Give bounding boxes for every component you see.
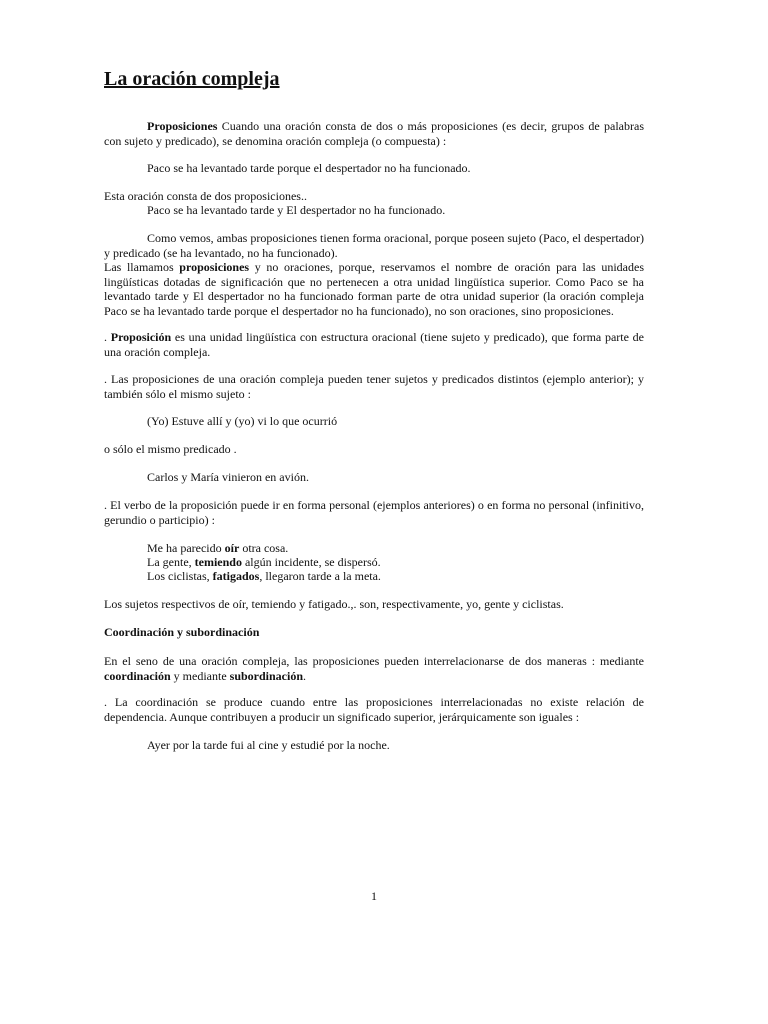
paragraph-seno-oracion xyxy=(104,654,644,683)
example-sentence-3: (Yo) Estuve allí y (yo) vi lo que ocurrió xyxy=(147,414,338,428)
section-heading-coordinacion: Coordinación y subordinación xyxy=(104,625,260,639)
paragraph-coordinacion: . La coordinación se produce cuando entre las proposiciones interrelacionadas no existe relación de dependencia. Aunque contribuyen a producir un significado superior, jerárquicamente son iguales : xyxy=(104,695,644,724)
term-proposicion: Proposición xyxy=(110,330,172,344)
example-sentence-2: Paco se ha levantado tarde y El despertador no ha funcionado. xyxy=(147,203,446,217)
paragraph-text: . xyxy=(303,668,307,683)
example-text: otra cosa. xyxy=(239,541,289,555)
paragraph-dos-proposiciones: Esta oración consta de dos proposiciones.. xyxy=(104,189,307,203)
paragraph-sujetos-predicados: . Las proposiciones de una oración compleja pueden tener sujetos y predicados distintos (ejemplo anterior); y también sólo el mismo sujeto : xyxy=(104,372,644,401)
example-text: Los ciclistas, xyxy=(147,569,213,583)
example-sentence-5 xyxy=(147,541,288,556)
example-sentence-8: Ayer por la tarde fui al cine y estudié por la noche. xyxy=(147,738,390,752)
term-temiendo: temiendo xyxy=(194,555,242,569)
paragraph-text: es una unidad lingüística con estructura oracional (tiene sujeto y predicado), que forma parte de una oración compleja. xyxy=(104,330,644,359)
example-text: La gente, xyxy=(147,555,195,569)
paragraph-text: y no oraciones, porque, reservamos el nombre de oración para las unidades lingüísticas dotadas de significación que no pertenecen a otra unidad lingüística superior. Como Paco se ha levantado tarde y El despertador no ha funcionado forman parte de otra unidad superior (la oración compleja Paco se ha levantado tarde porque el despertador no ha funcionado), no son oraciones, sino proposiciones. xyxy=(104,260,644,318)
paragraph-verbo: . El verbo de la proposición puede ir en forma personal (ejemplos anteriores) o en forma no personal (infinitivo, gerundio o participio) : xyxy=(104,498,644,527)
paragraph-text: . xyxy=(104,330,111,344)
term-proposiciones: Proposiciones xyxy=(147,119,218,133)
page-number: 1 xyxy=(371,889,377,903)
term-coordinacion: coordinación xyxy=(104,668,171,683)
paragraph-text: Cuando una oración consta de dos o más proposiciones (es decir, grupos de palabras con sujeto y predicado), se denomina oración compleja (o compuesta) : xyxy=(104,119,644,148)
paragraph-text: En el seno de una oración compleja, las proposiciones pueden interrelacionarse de dos maneras : mediante xyxy=(104,654,644,668)
paragraph-como-vemos: Como vemos, ambas proposiciones tienen forma oracional, porque poseen sujeto (Paco, el despertador) y predicado (se ha levantado, no ha funcionado). xyxy=(104,231,644,260)
example-text: algún incidente, se dispersó. xyxy=(241,555,381,569)
example-sentence-1: Paco se ha levantado tarde porque el despertador no ha funcionado. xyxy=(147,161,471,175)
term-proposiciones-bold: proposiciones xyxy=(179,260,250,274)
term-subordinacion: subordinación xyxy=(229,668,304,683)
paragraph-definicion-proposicion xyxy=(104,330,644,359)
example-sentence-7 xyxy=(147,569,381,584)
paragraph-text: Las llamamos xyxy=(104,260,180,274)
example-text: , llegaron tarde a la meta. xyxy=(259,569,381,583)
example-text: Me ha parecido xyxy=(147,541,225,555)
paragraph-proposiciones xyxy=(104,119,644,148)
term-oir: oír xyxy=(224,541,240,555)
paragraph-sujetos-respectivos: Los sujetos respectivos de oír, temiendo y fatigado.,. son, respectivamente, yo, gente y ciclistas. xyxy=(104,597,564,611)
paragraph-las-llamamos xyxy=(104,260,644,318)
example-sentence-4: Carlos y María vinieron en avión. xyxy=(147,470,309,484)
example-sentence-6 xyxy=(147,555,381,570)
term-fatigados: fatigados xyxy=(212,569,260,583)
paragraph-text: y mediante xyxy=(170,668,230,683)
paragraph-mismo-predicado: o sólo el mismo predicado . xyxy=(104,442,237,456)
page-title: La oración compleja xyxy=(104,68,280,90)
